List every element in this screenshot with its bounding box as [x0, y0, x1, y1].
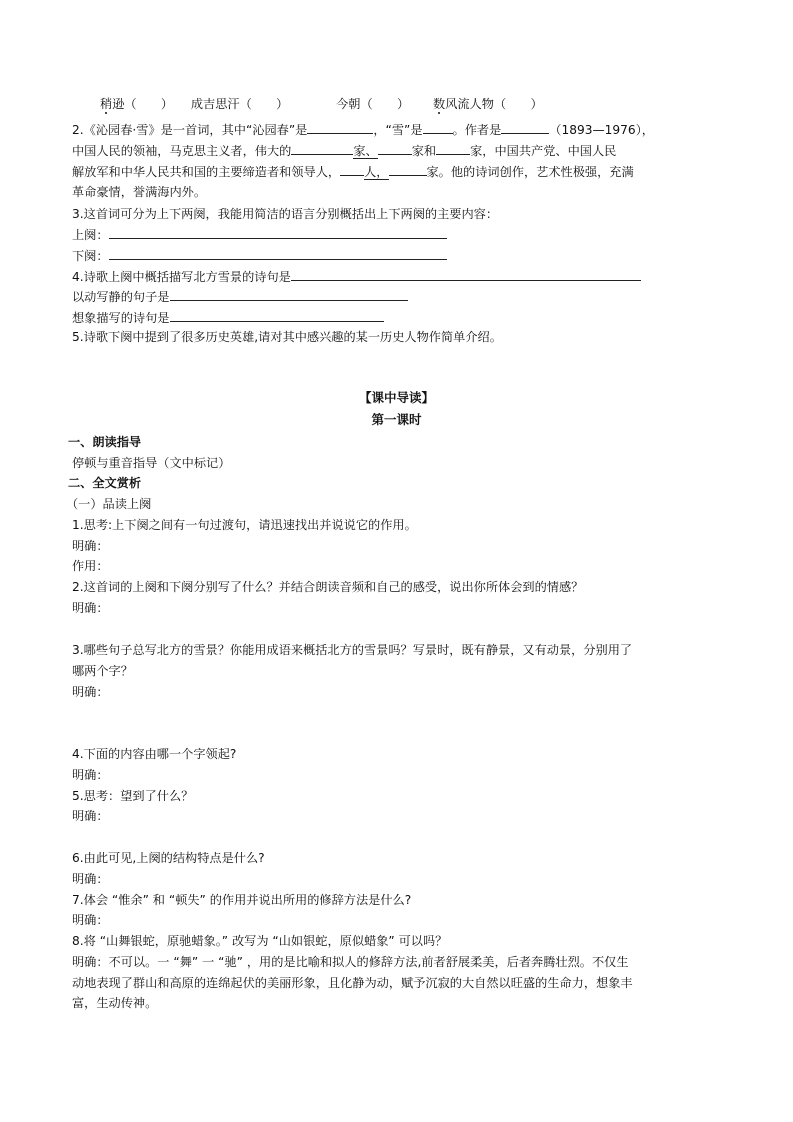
answer-line[interactable] — [109, 226, 447, 239]
fill-blank[interactable] — [501, 121, 549, 134]
answer-line[interactable] — [170, 309, 384, 322]
section-title: 【课中导读】 — [358, 390, 434, 405]
answer-text: 动地表现了群山和高原的连绵起伏的美丽形象，且化静为动，赋予沉寂的大自然以旺盛的生命力，想象丰 — [72, 976, 633, 990]
answer-label: 明确： — [72, 685, 109, 699]
answer-text: 明确：不可以。一 “舞” 一 “驰” ，用的是比喻和拟人的修辞方法,前者舒展柔美，后者奔腾壮烈。不仅生 — [72, 955, 629, 969]
question-5: 5.思考：望到了什么？ — [72, 789, 194, 803]
label: 下阕： — [72, 249, 109, 263]
text: 4.诗歌上阕中概括描写北方雪景的诗句是 — [72, 270, 291, 284]
prep-q2-line3 — [72, 163, 634, 180]
fill-blank[interactable] — [307, 121, 373, 134]
part2-sub: （一）品读上阕 — [66, 497, 152, 511]
fill-blank[interactable] — [389, 163, 427, 176]
fill-blank[interactable] — [291, 142, 353, 155]
label: 上阕： — [72, 228, 109, 242]
word-chengjisihan: 成吉思汗 — [190, 97, 240, 111]
text: 2.《沁园春·雪》是一首词，其中“沁园春”是 — [72, 123, 308, 137]
answer-line[interactable] — [109, 247, 447, 260]
question-2: 2.这首词的上阕和下阕分别写了什么？并结合朗读音频和自己的感受，说出你所体会到的情感？ — [72, 580, 584, 594]
question-7: 7.体会 “惟余” 和 “顿失” 的作用并说出所用的修辞方法是什么? — [72, 893, 412, 907]
prep-q5: 5.诗歌下阕中提到了很多历史英雄,请对其中感兴趣的某一历史人物作简单介绍。 — [72, 330, 502, 344]
question-3: 3.哪些句子总写北方的雪景？你能用成语来概括北方的雪景吗？写景时，既有静景，又有动景，分别用了 — [72, 643, 633, 657]
question-6: 6.由此可见,上阕的结构特点是什么? — [72, 851, 265, 865]
question-3-cont: 哪两个字？ — [72, 664, 133, 678]
part1-text: 停顿与重音指导（文中标记） — [72, 456, 231, 470]
prep-q3-upper — [72, 226, 447, 243]
fill-blank[interactable] — [423, 121, 453, 134]
blank-paren[interactable]: （ ） — [239, 97, 289, 111]
text: 解放军和中华人民共和国的主要缔造者和领导人， — [72, 165, 341, 179]
text: 家、 — [353, 144, 378, 158]
pinyin-row — [100, 96, 543, 112]
answer-label: 明确： — [72, 539, 109, 553]
fill-blank[interactable] — [340, 163, 364, 176]
word-shao: 稍 — [100, 97, 113, 111]
blank-paren[interactable]: （ ） — [360, 97, 410, 111]
answer-text: 富，生动传神。 — [72, 996, 158, 1010]
word-fengliurenwu: 风流人物 — [445, 97, 494, 111]
fill-blank[interactable] — [436, 142, 470, 155]
answer-label: 明确： — [72, 872, 109, 886]
blank-paren[interactable]: （ ） — [124, 97, 174, 111]
prep-q4 — [72, 268, 641, 285]
text: 家和 — [411, 144, 437, 158]
question-4: 4.下面的内容由哪一个字领起? — [72, 747, 237, 761]
answer-line[interactable] — [291, 268, 641, 281]
text: 中国人民的领袖，马克思主义者，伟大的 — [72, 144, 292, 158]
text: 家，中国共产党、中国人民 — [470, 144, 617, 158]
part2-heading: 二、全文赏析 — [68, 476, 142, 490]
blank-paren[interactable]: （ ） — [493, 97, 543, 111]
lesson-title: 第一课时 — [371, 412, 422, 427]
question-1: 1.思考:上下阕之间有一句过渡句，请迅速找出并说说它的作用。 — [72, 518, 417, 532]
word-shu: 数 — [433, 97, 446, 111]
word-xun: 逊 — [112, 97, 125, 111]
text: ，“雪”是 — [373, 123, 423, 137]
prep-q2-line2 — [72, 142, 616, 159]
part1-heading: 一、朗读指导 — [68, 435, 142, 449]
question-8: 8.将 “山舞银蛇，原驰蜡象。” 改写为 “山如银蛇，原似蜡象” 可以吗？ — [72, 934, 448, 948]
text: 以动写静的句子是 — [72, 290, 170, 304]
answer-label: 明确： — [72, 601, 109, 615]
word-jinzhao: 今朝 — [336, 97, 361, 111]
answer-label: 作用： — [72, 559, 109, 573]
text: 想象描写的诗句是 — [72, 311, 170, 325]
prep-q2-line4: 革命豪情，誉满海内外。 — [72, 185, 207, 199]
text: 。作者是 — [452, 123, 502, 137]
prep-q3-lower — [72, 247, 447, 264]
prep-q4-still — [72, 288, 408, 305]
answer-line[interactable] — [170, 288, 408, 301]
text: 人， — [364, 165, 389, 179]
answer-label: 明确： — [72, 913, 109, 927]
answer-label: 明确： — [72, 809, 109, 823]
prep-q2-line1 — [72, 121, 654, 138]
answer-label: 明确： — [72, 768, 109, 782]
fill-blank[interactable] — [378, 142, 412, 155]
text: 家。他的诗词创作，艺术性极强，充满 — [426, 165, 634, 179]
prep-q3: 3.这首词可分为上下两阕，我能用简洁的语言分别概括出上下两阕的主要内容： — [72, 207, 499, 221]
prep-q4-imagine — [72, 309, 384, 326]
text: （1893—1976）， — [549, 123, 654, 137]
